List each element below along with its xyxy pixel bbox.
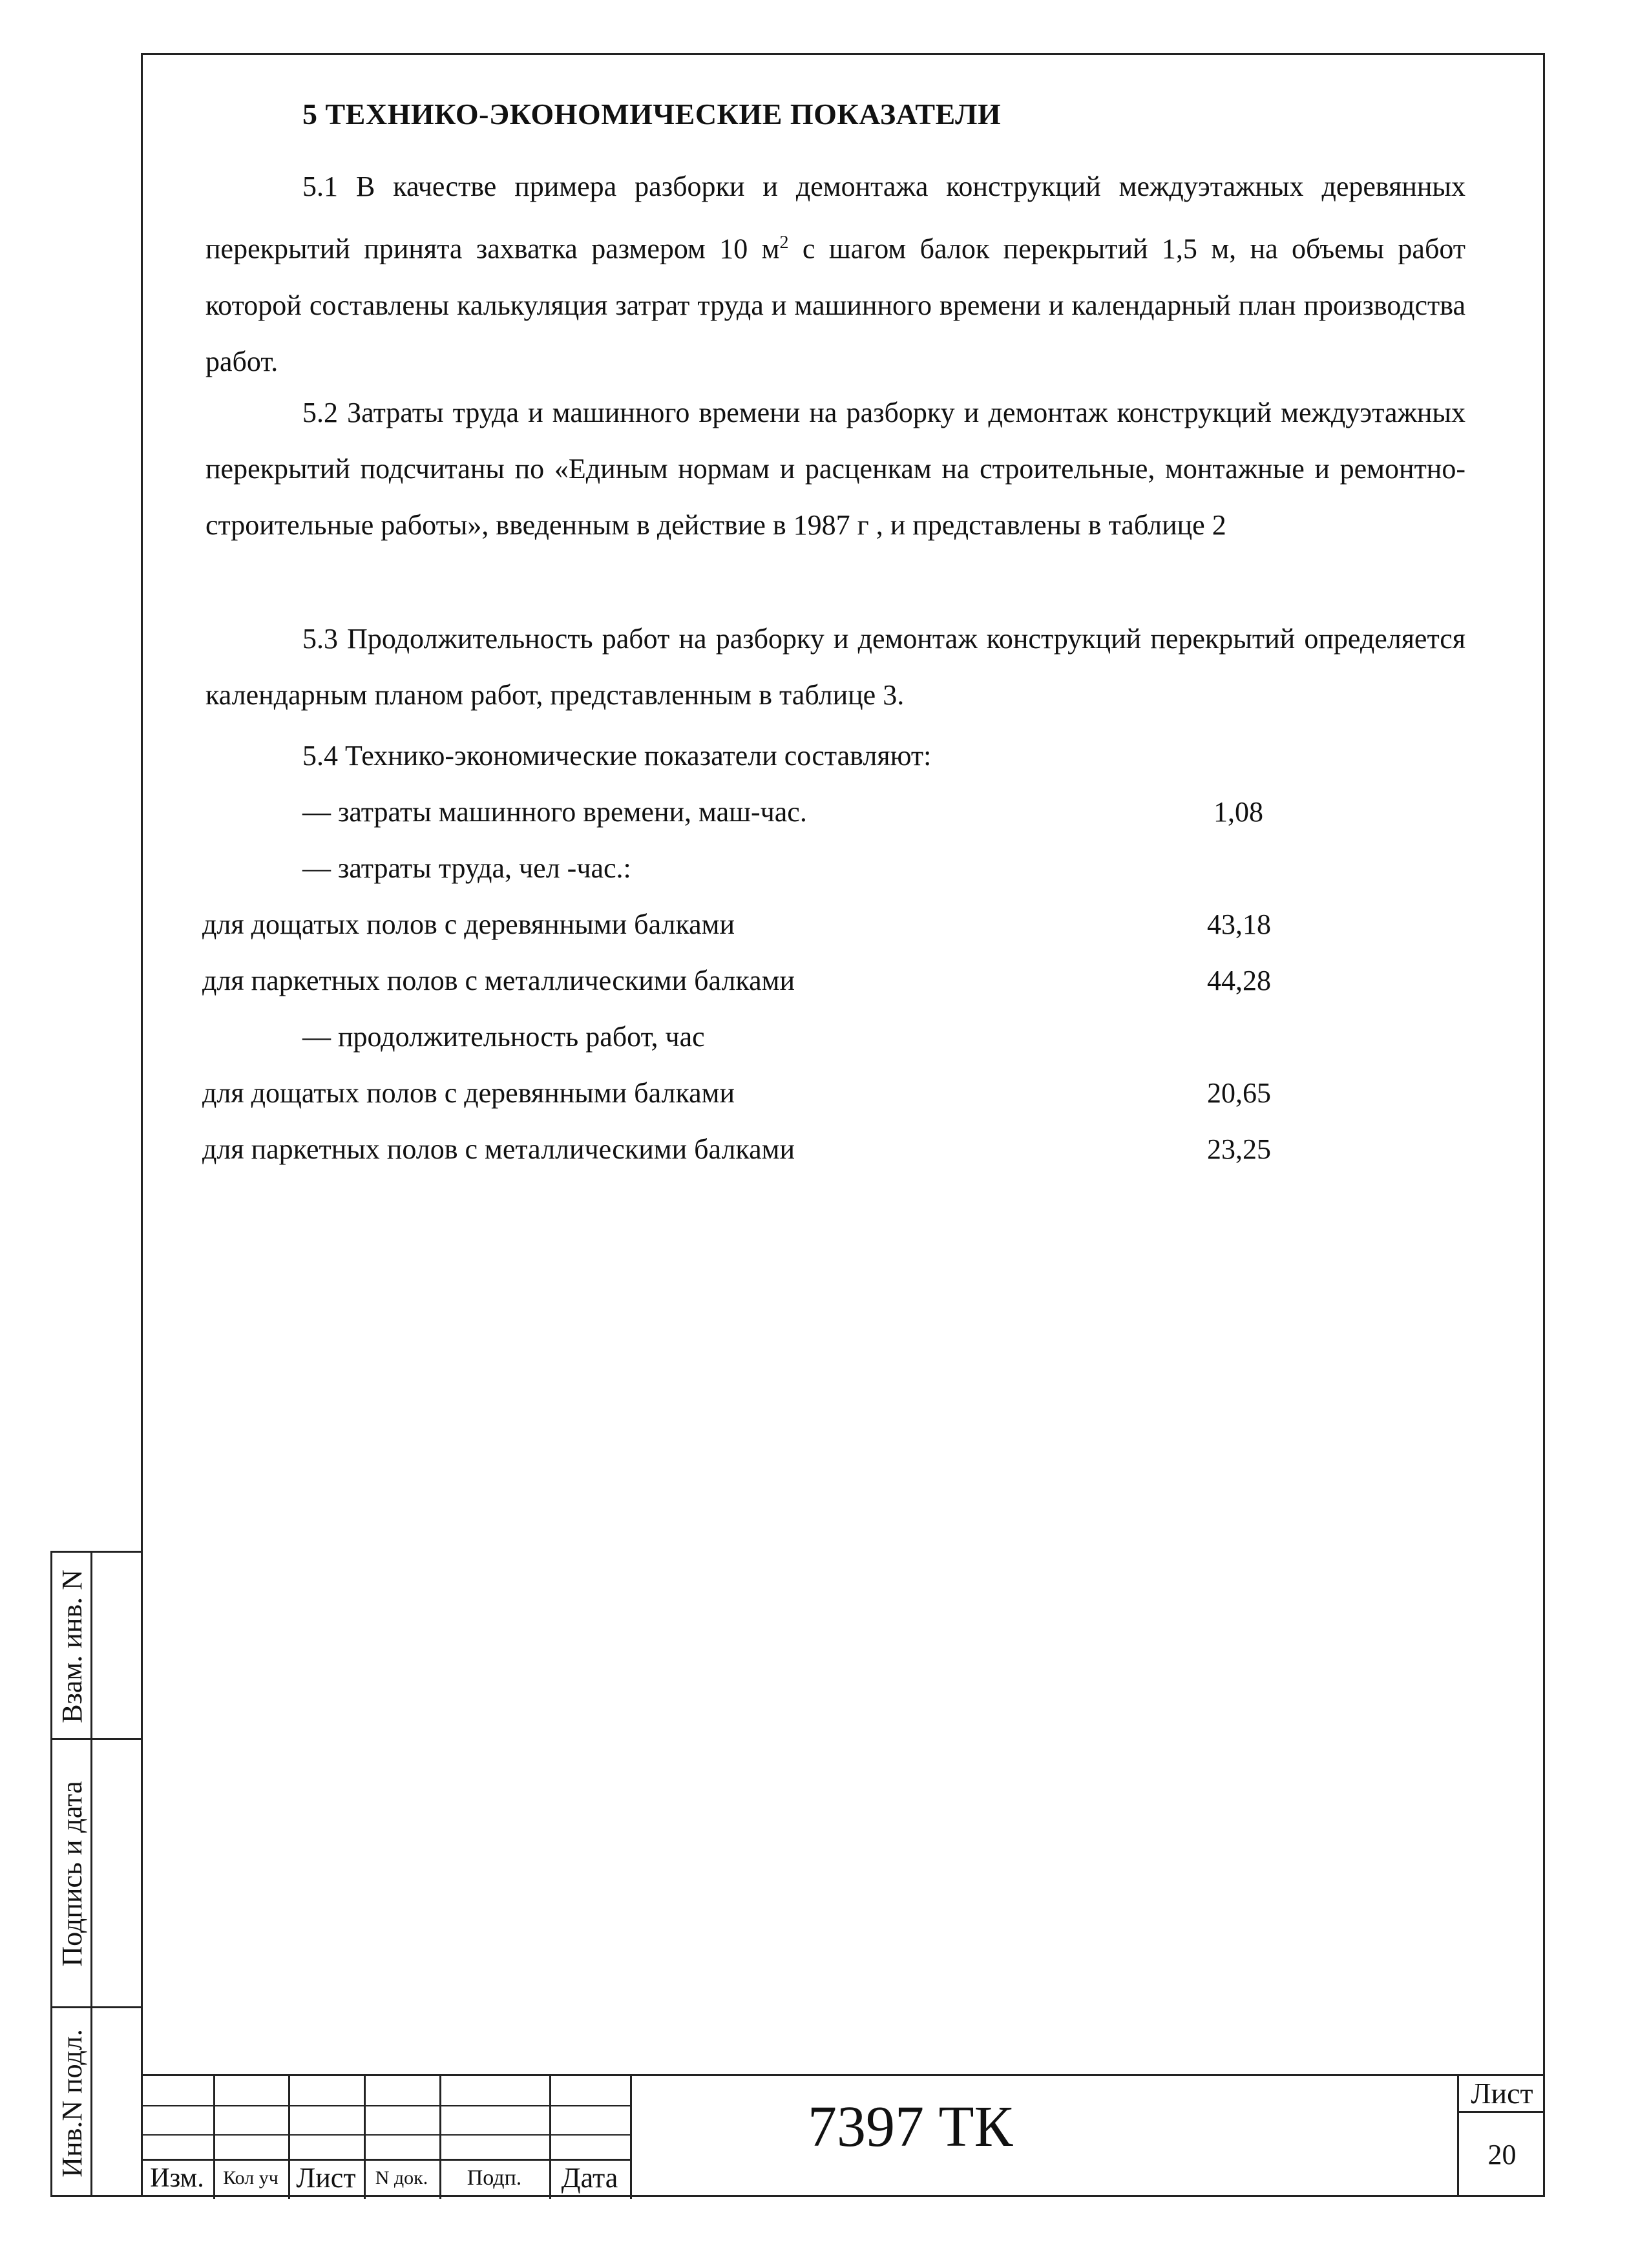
duration-wood-label: для дощатых полов с деревянными балками [202, 1077, 735, 1109]
duration-metal-value: 23,25 [1207, 1133, 1271, 1165]
paragraph-5-4: 5.4 Технико-экономические показатели составляют: [302, 740, 932, 772]
labor-wood-value: 43,18 [1207, 908, 1271, 940]
duration-metal-label: для паркетных полов с металлическими балками [202, 1133, 795, 1165]
podp-label: Подп. [467, 2165, 522, 2190]
izm-label: Изм. [150, 2163, 204, 2193]
paragraph-5-2: 5.2 Затраты труда и машинного времени на разборку и демонтаж конструкций междуэтажных перекрытий подсчитаны по «Единым нормам и расценкам на строительные, монтажные и ремонтно-строительные работы», введенным в действие в 1987 г , и представлены в таблице 2 [205, 397, 1465, 541]
sheet-label: Лист [1459, 2074, 1545, 2113]
machine-time-value: 1,08 [1213, 796, 1263, 828]
labor-cost-label: — затраты труда, чел -час.: [302, 852, 631, 884]
sheet-box [1457, 2074, 1545, 2197]
paragraph-5-3: 5.3 Продолжительность работ на разборку и демонтаж конструкций перекрытий определяется календарным планом работ, представленным в таблице 3. [205, 623, 1465, 711]
section-title: 5 ТЕХНИКО-ЭКОНОМИЧЕСКИЕ ПОКАЗАТЕЛИ [302, 98, 1002, 131]
data-label: Дата [561, 2162, 618, 2194]
paragraph-5-1-text-cont: с шагом балок перекрытий 1,5 м, на объемы работ которой составлены калькуляция затрат труда и машинного времени и календарный план производства работ. [205, 233, 1466, 377]
inv-orig-label: Инв.N подл. [56, 2029, 88, 2178]
title-block-grid [141, 2076, 632, 2199]
labor-metal-label: для паркетных полов с металлическими балками [202, 965, 795, 996]
sign-date-label: Подпись и дата [56, 1781, 88, 1967]
paragraph-5-1 [205, 158, 1465, 390]
side-stamp [50, 1551, 143, 2197]
grid-col-line [630, 2076, 632, 2199]
list-label: Лист [296, 2162, 356, 2194]
n-dok-label: N док. [375, 2167, 428, 2189]
document-code: 7397 ТК [808, 2095, 1013, 2159]
superscript-square: 2 [779, 233, 789, 253]
labor-metal-value: 44,28 [1207, 965, 1271, 996]
inv-replace-label: Взам. инв. N [56, 1570, 88, 1723]
paragraph-5-1-text: 5.1 В качестве примера разборки и демонтажа конструкций междуэтажных деревянных перекрытий принята захватка размером 10 м [205, 171, 1465, 265]
machine-time-label: — затраты машинного времени, маш-час. [302, 796, 807, 828]
sheet-number: 20 [1487, 2139, 1517, 2170]
duration-label: — продолжительность работ, час [302, 1021, 705, 1053]
duration-wood-value: 20,65 [1207, 1077, 1271, 1109]
kol-uch-label: Кол уч [223, 2167, 278, 2189]
labor-wood-label: для дощатых полов с деревянными балками [202, 908, 735, 940]
